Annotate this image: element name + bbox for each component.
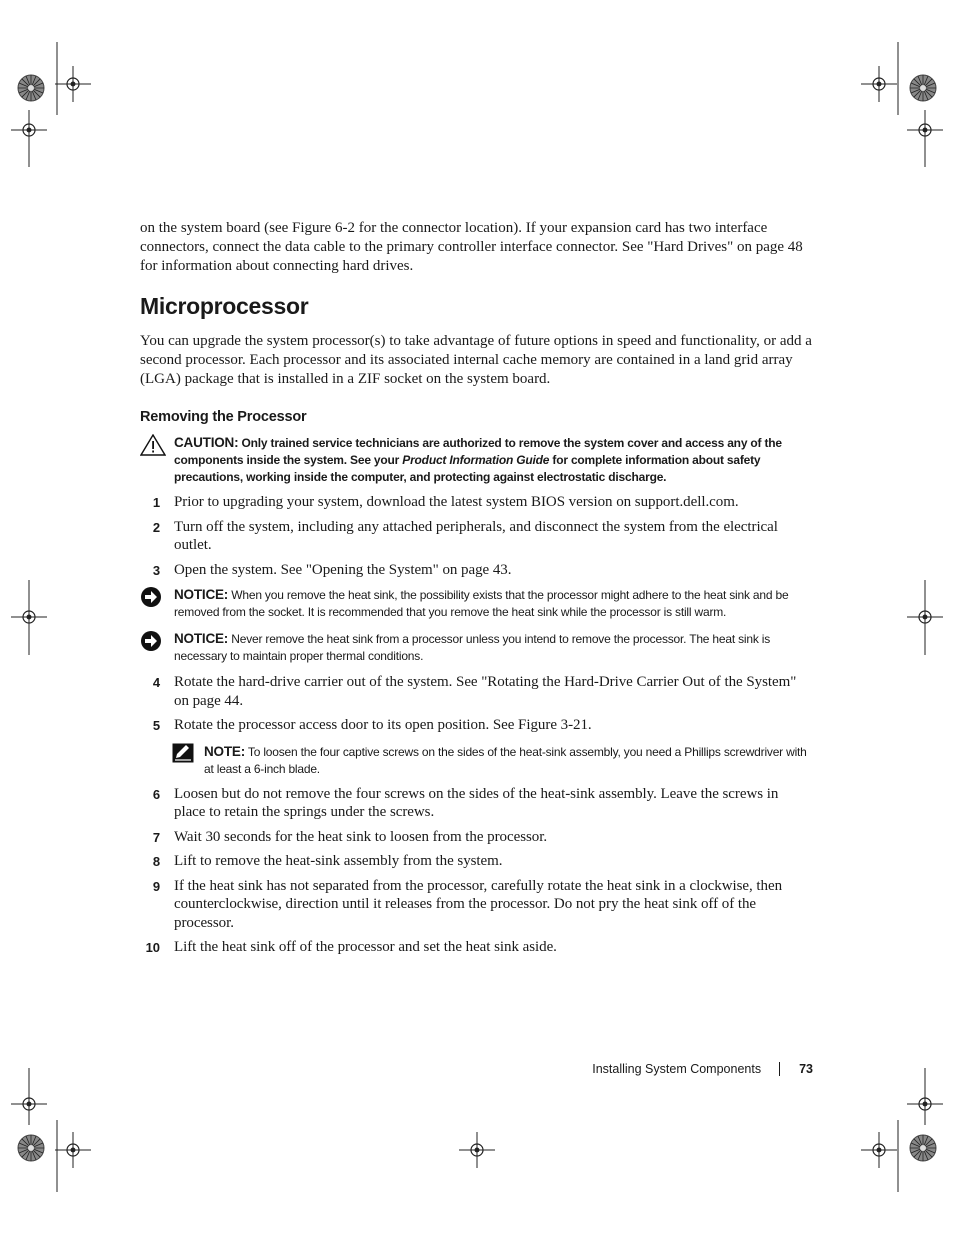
step-item: 8 Lift to remove the heat-sink assembly from the system. bbox=[152, 853, 503, 869]
notice-icon bbox=[140, 630, 162, 657]
page-content bbox=[140, 219, 812, 957]
caution-text-end: for complete information about safety precautions, working inside the computer, and protecting against electrostatic discharge. bbox=[174, 453, 761, 484]
section-paragraph: You can upgrade the system processor(s) to take advantage of future options in speed and functionality, or add a second processor. Each processor and its associated internal cache memory are contained in a land grid array (LGA) package that is installed in a ZIF socket on the system board. bbox=[140, 333, 812, 387]
note-label: NOTE: bbox=[204, 743, 245, 759]
subsection-title: Removing the Processor bbox=[140, 409, 307, 425]
caution-text-start: Only trained service technicians are authorized to remove the system cover and access any of the components inside the system. See your bbox=[174, 436, 782, 467]
step-item: 6 Loosen but do not remove the four screws on the sides of the heat-sink assembly. Leave the screws in place to retain the springs under the screws. bbox=[152, 785, 779, 820]
step-item: 3 Open the system. See "Opening the System" on page 43. bbox=[152, 561, 512, 578]
step-item: 4 Rotate the hard-drive carrier out of the system. See "Rotating the Hard-Drive Carrier Out of the System" on page 44. bbox=[152, 674, 797, 709]
notice-icon bbox=[140, 586, 162, 613]
notice-block bbox=[140, 630, 812, 665]
step-item: 2 Turn off the system, including any attached peripherals, and disconnect the system from the electrical outlet. bbox=[152, 518, 778, 553]
caution-block bbox=[140, 434, 812, 486]
step-item: 1 Prior to upgrading your system, download the latest system BIOS version on support.dell.com. bbox=[152, 494, 739, 510]
step-item: 7 Wait 30 seconds for the heat sink to loosen from the processor. bbox=[152, 828, 548, 845]
page-footer bbox=[592, 1062, 813, 1076]
notice-label: NOTICE: bbox=[174, 631, 229, 646]
caution-icon bbox=[140, 434, 166, 461]
step-item: 9 If the heat sink has not separated from the processor, carefully rotate the heat sink in a clockwise, then counterclockwise, direction until it releases from the processor. Do not pry the heat sink off of the processor. bbox=[152, 877, 783, 931]
step-item: 10 Lift the heat sink off of the processor and set the heat sink aside. bbox=[145, 939, 557, 955]
caution-label: CAUTION: bbox=[174, 435, 239, 450]
notice-text: When you remove the heat sink, the possibility exists that the processor might adhere to the heat sink and be removed from the socket. It is recommended that you remove the heat sink while the processor is still warm. bbox=[174, 588, 789, 619]
support-link[interactable]: support.dell.com bbox=[634, 494, 735, 510]
note-text: To loosen the four captive screws on the sides of the heat-sink assembly, you need a Phillips screwdriver with at least a 6-inch blade. bbox=[204, 744, 807, 776]
footer-section-title: Installing System Components bbox=[592, 1062, 762, 1076]
notice-label: NOTICE: bbox=[174, 587, 229, 602]
notice-text: Never remove the heat sink from a processor unless you intend to remove the processor. The heat sink is necessary to maintain proper thermal conditions. bbox=[174, 632, 771, 663]
step-item: 5 Rotate the processor access door to its open position. See Figure 3-21. bbox=[152, 717, 592, 733]
footer-divider bbox=[779, 1062, 780, 1076]
note-block bbox=[172, 743, 812, 778]
page-number: 73 bbox=[799, 1062, 813, 1076]
section-title: Microprocessor bbox=[140, 293, 309, 319]
caution-italic: Product Information Guide bbox=[402, 453, 550, 467]
pencil-icon bbox=[172, 743, 194, 768]
notice-block bbox=[140, 586, 812, 621]
intro-paragraph: on the system board (see Figure 6-2 for the connector location). If your expansion card has two interface connectors, connect the data cable to the primary controller interface connector. See "Hard Drives" on page 48 for information about connecting hard drives. bbox=[140, 220, 803, 274]
